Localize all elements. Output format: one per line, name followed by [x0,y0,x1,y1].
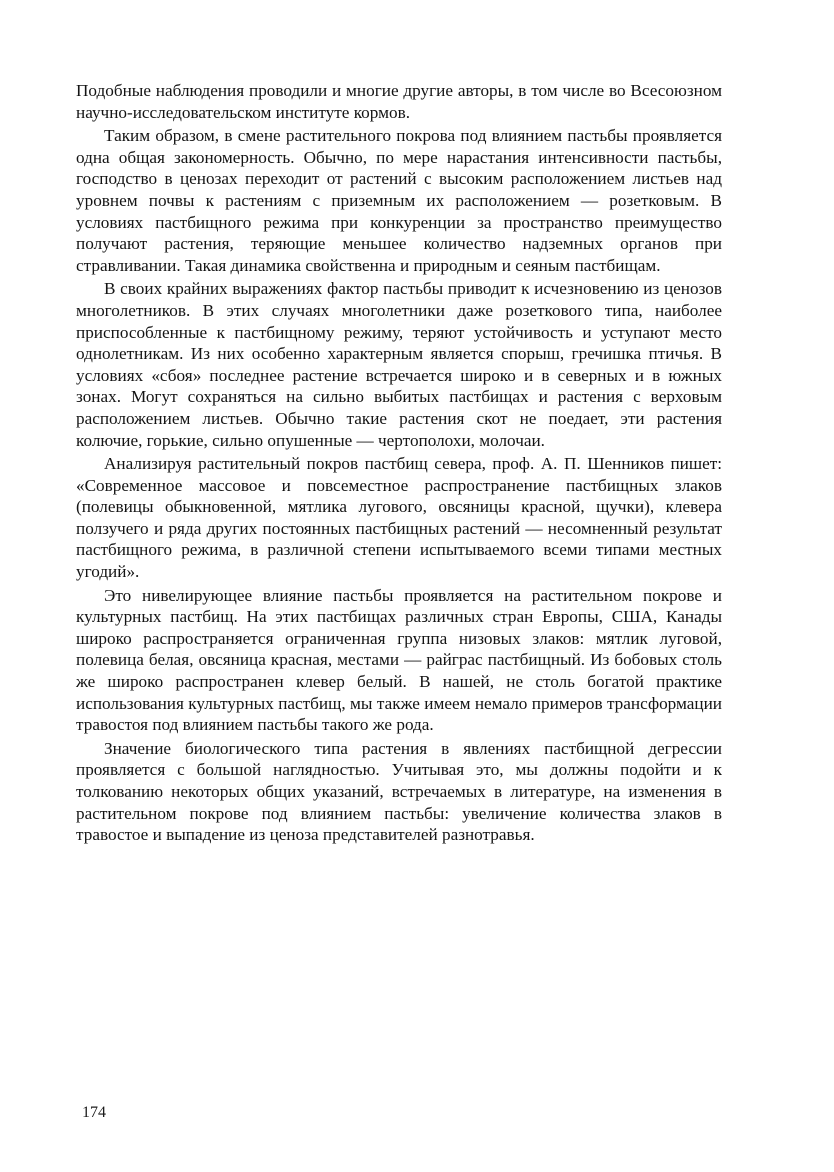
paragraph-6: Значение биологического типа растения в явлениях пастбищной дегрессии проявляется с большой наглядностью. Учитывая это, мы должны подойти и к толкованию некоторых общих указаний, встречаемых в литературе, на изменения в растительном покрове под влиянием пастьбы: увеличение количества злаков в травостое и выпадение из ценоза представителей разнотравья. [76,738,722,845]
page-body [76,80,722,846]
paragraph-2: Таким образом, в смене растительного покрова под влиянием пастьбы проявляется одна общая закономерность. Обычно, по мере нарастания интенсивности пастьбы, господство в ценозах переходит от растений с высоким расположением листьев над уровнем почвы к растениям с приземным их расположением — розетковым. В условиях пастбищного режима при конкуренции за пространство преимущество получают растения, теряющие меньшее количество надземных органов при стравливании. Такая динамика свойственна и природным и сеяным пастбищам. [76,126,722,275]
paragraph-5: Это нивелирующее влияние пастьбы проявляется на растительном покрове и культурных пастбищ. На этих пастбищах различных стран Европы, США, Канады широко распространяется ограниченная группа низовых злаков: мятлик луговой, полевица белая, овсяница красная, местами — райграс пастбищный. Из бобовых столь же широко распространен клевер белый. В нашей, не столь богатой практике использования культурных пастбищ, мы также имеем немало примеров трансформации травостоя под влиянием пастьбы такого же рода. [76,585,722,735]
paragraph-4: Анализируя растительный покров пастбищ севера, проф. А. П. Шенников пишет: «Современное массовое и повсеместное распространение пастбищных злаков (полевицы обыкновенной, мятлика лугового, овсяницы красной, щучки), клевера ползучего и ряда других постоянных пастбищных растений — несомненный результат пастбищного режима, в различной степени испытываемого всеми типами местных угодий». [76,454,722,582]
paragraph-1: Подобные наблюдения проводили и многие другие авторы, в том числе во Всесоюзном научно-исследовательском институте кормов. [76,81,722,122]
paragraph-3: В своих крайних выражениях фактор пастьбы приводит к исчезновению из ценозов многолетников. В этих случаях многолетники даже розеткового типа, наиболее приспособленные к пастбищному режиму, теряют устойчивость и уступают место однолетникам. Из них особенно характерным является спорыш, гречишка птичья. В условиях «сбоя» последнее растение встречается широко и в северных и в южных зонах. Могут сохраняться на сильно выбитых пастбищах и растения с верховым расположением листьев. Обычно такие растения скот не поедает, эти растения колючие, горькие, сильно опушенные — чертополохи, молочаи. [76,279,722,450]
page-number: 174 [82,1104,106,1121]
